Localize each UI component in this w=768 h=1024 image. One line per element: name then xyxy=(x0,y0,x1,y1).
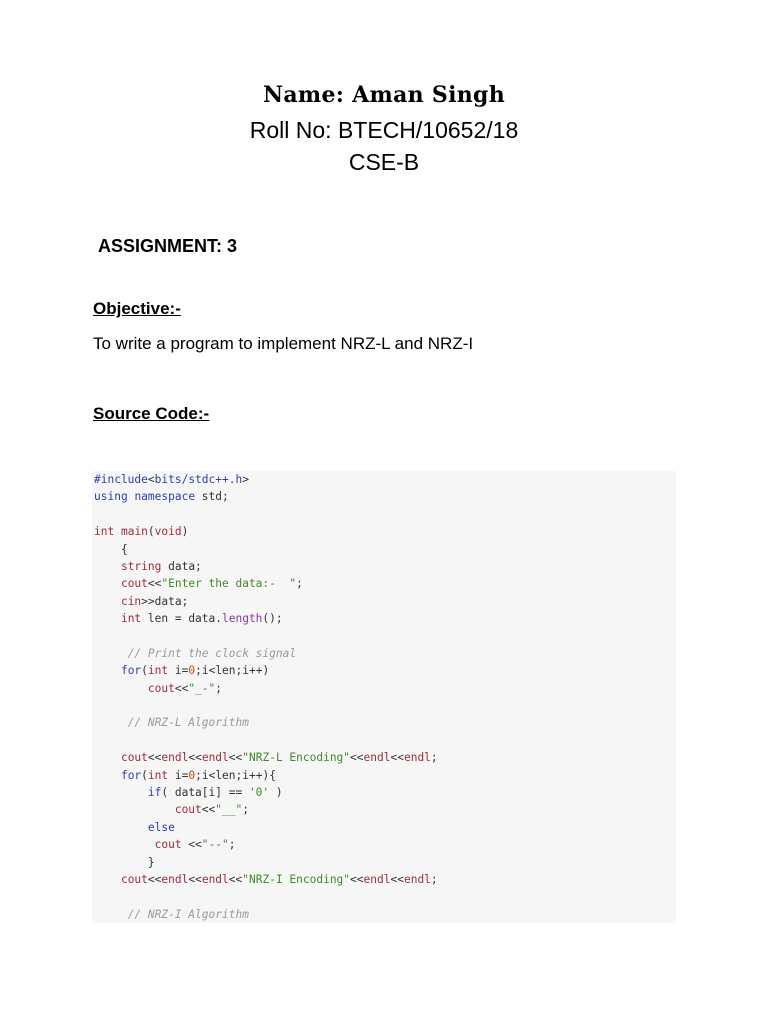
code-token xyxy=(94,769,121,782)
code-token: int xyxy=(147,664,169,678)
code-line xyxy=(94,871,438,888)
code-line xyxy=(94,680,438,697)
code-token: main xyxy=(120,525,148,539)
code-token: #include xyxy=(94,473,148,486)
code-token: << xyxy=(201,803,216,817)
code-token: << xyxy=(350,872,364,886)
code-token: "Enter the data:- " xyxy=(161,577,297,591)
code-line xyxy=(94,506,438,523)
code-line xyxy=(94,749,438,766)
code-token: ;i<len;i++) xyxy=(195,664,270,678)
code-token: << xyxy=(228,872,243,886)
code-token: std; xyxy=(195,490,229,504)
code-token: int xyxy=(94,525,115,539)
source-code-heading: Source Code:- xyxy=(93,404,210,423)
code-token: } xyxy=(94,855,155,869)
code-token: endl xyxy=(363,872,391,886)
code-token: if xyxy=(147,786,162,800)
code-line xyxy=(94,488,438,505)
code-token: 0 xyxy=(188,768,196,782)
code-token xyxy=(94,908,128,921)
code-token: << xyxy=(147,577,162,591)
code-token: data; xyxy=(161,559,202,573)
code-line xyxy=(94,662,438,679)
student-name: Name: Aman Singh xyxy=(262,82,506,108)
roll-number: Roll No: BTECH/10652/18 xyxy=(249,117,519,143)
code-token: bits/stdc++.h xyxy=(154,473,243,486)
objective-heading: Objective:- xyxy=(93,299,181,318)
code-token: int xyxy=(147,768,169,782)
code-line xyxy=(94,819,438,836)
source-code-block xyxy=(94,471,438,923)
code-token: "NRZ-I Encoding" xyxy=(242,872,351,886)
code-line xyxy=(94,541,438,558)
code-line xyxy=(94,471,438,488)
code-token: << xyxy=(147,751,162,765)
code-token: endl xyxy=(403,872,431,886)
code-line xyxy=(94,714,438,731)
code-token: << xyxy=(390,751,404,765)
code-line xyxy=(94,610,438,627)
code-line xyxy=(94,697,438,714)
code-token: int xyxy=(120,612,142,626)
code-token: endl xyxy=(403,751,431,765)
code-token xyxy=(94,751,121,764)
code-token: cout xyxy=(154,838,182,852)
code-token: ; xyxy=(430,872,438,886)
code-token: for xyxy=(120,664,142,678)
code-token: ) xyxy=(181,525,189,539)
code-token: ; xyxy=(296,577,303,591)
code-token: >>data; xyxy=(141,594,189,608)
code-line xyxy=(94,906,438,923)
code-token: for xyxy=(120,768,142,782)
code-token xyxy=(94,873,121,886)
objective-text: To write a program to implement NRZ-L and NRZ-I xyxy=(93,334,474,353)
code-token: << xyxy=(188,751,202,765)
code-line xyxy=(94,628,438,645)
code-token xyxy=(94,612,121,625)
code-token xyxy=(94,577,121,590)
code-token: i= xyxy=(168,664,189,678)
code-token: string xyxy=(120,559,162,573)
code-token: endl xyxy=(161,872,189,886)
code-token: cout xyxy=(120,577,148,591)
code-token: length xyxy=(222,612,263,626)
code-token xyxy=(94,821,148,834)
code-token: "NRZ-L Encoding" xyxy=(242,751,351,765)
code-line xyxy=(94,732,438,749)
code-token: endl xyxy=(363,751,391,765)
code-token: '0' xyxy=(248,786,270,800)
code-token: endl xyxy=(201,751,229,765)
code-token: using xyxy=(94,490,128,504)
code-token: cout xyxy=(120,751,148,765)
code-token: << xyxy=(390,872,404,886)
code-token: else xyxy=(147,820,175,834)
code-token xyxy=(94,647,128,660)
code-token xyxy=(114,525,121,538)
code-line xyxy=(94,801,438,818)
code-token xyxy=(94,786,148,799)
code-token: << xyxy=(350,751,364,765)
code-token xyxy=(94,803,175,816)
code-token: ( xyxy=(147,525,155,539)
code-token: len = data. xyxy=(141,612,222,626)
code-token: endl xyxy=(201,872,229,886)
code-token: ; xyxy=(430,751,438,765)
code-token: endl xyxy=(161,751,189,765)
code-token xyxy=(94,682,148,695)
code-token: // NRZ-L Algorithm xyxy=(127,716,249,730)
code-token: cout xyxy=(120,872,148,886)
code-line xyxy=(94,784,438,801)
code-token: "_-" xyxy=(188,681,216,695)
code-token: 0 xyxy=(188,664,196,678)
section: CSE-B xyxy=(348,149,420,175)
code-token: << xyxy=(188,872,202,886)
code-token: i= xyxy=(168,768,189,782)
code-token xyxy=(94,664,121,677)
assignment-title: ASSIGNMENT: 3 xyxy=(98,236,238,256)
code-token xyxy=(94,560,121,573)
code-line xyxy=(94,558,438,575)
code-token: ( data[i] == xyxy=(161,786,249,800)
code-token: ;i<len;i++){ xyxy=(195,768,276,782)
code-token: << xyxy=(174,681,189,695)
code-line xyxy=(94,854,438,871)
code-line xyxy=(94,888,438,905)
code-token: > xyxy=(242,473,249,486)
code-line xyxy=(94,593,438,610)
code-token: "__" xyxy=(215,803,243,817)
code-token: namespace xyxy=(134,490,196,504)
code-line xyxy=(94,645,438,662)
code-token xyxy=(94,595,121,608)
code-token: // NRZ-I Algorithm xyxy=(127,907,249,921)
code-token: ( xyxy=(141,664,148,678)
code-token: "--" xyxy=(201,838,229,852)
code-token: ; xyxy=(242,803,249,817)
code-line xyxy=(94,523,438,540)
code-token: cin xyxy=(120,594,142,608)
code-token: < xyxy=(147,473,155,486)
code-token: << xyxy=(147,872,162,886)
code-line xyxy=(94,767,438,784)
code-token: (); xyxy=(262,612,283,626)
code-line xyxy=(94,575,438,592)
code-token: ( xyxy=(141,768,148,782)
code-token: // Print the clock signal xyxy=(127,646,297,660)
code-token: << xyxy=(228,751,243,765)
code-token: << xyxy=(181,838,202,852)
code-token: { xyxy=(94,542,128,556)
code-token: cout xyxy=(147,681,175,695)
code-token: ; xyxy=(228,838,236,852)
code-token xyxy=(94,838,155,851)
code-token: cout xyxy=(174,803,202,817)
code-token xyxy=(94,716,128,729)
code-token: void xyxy=(154,525,182,539)
code-token: ; xyxy=(215,681,223,695)
code-line xyxy=(94,836,438,853)
code-token: ) xyxy=(269,786,283,800)
